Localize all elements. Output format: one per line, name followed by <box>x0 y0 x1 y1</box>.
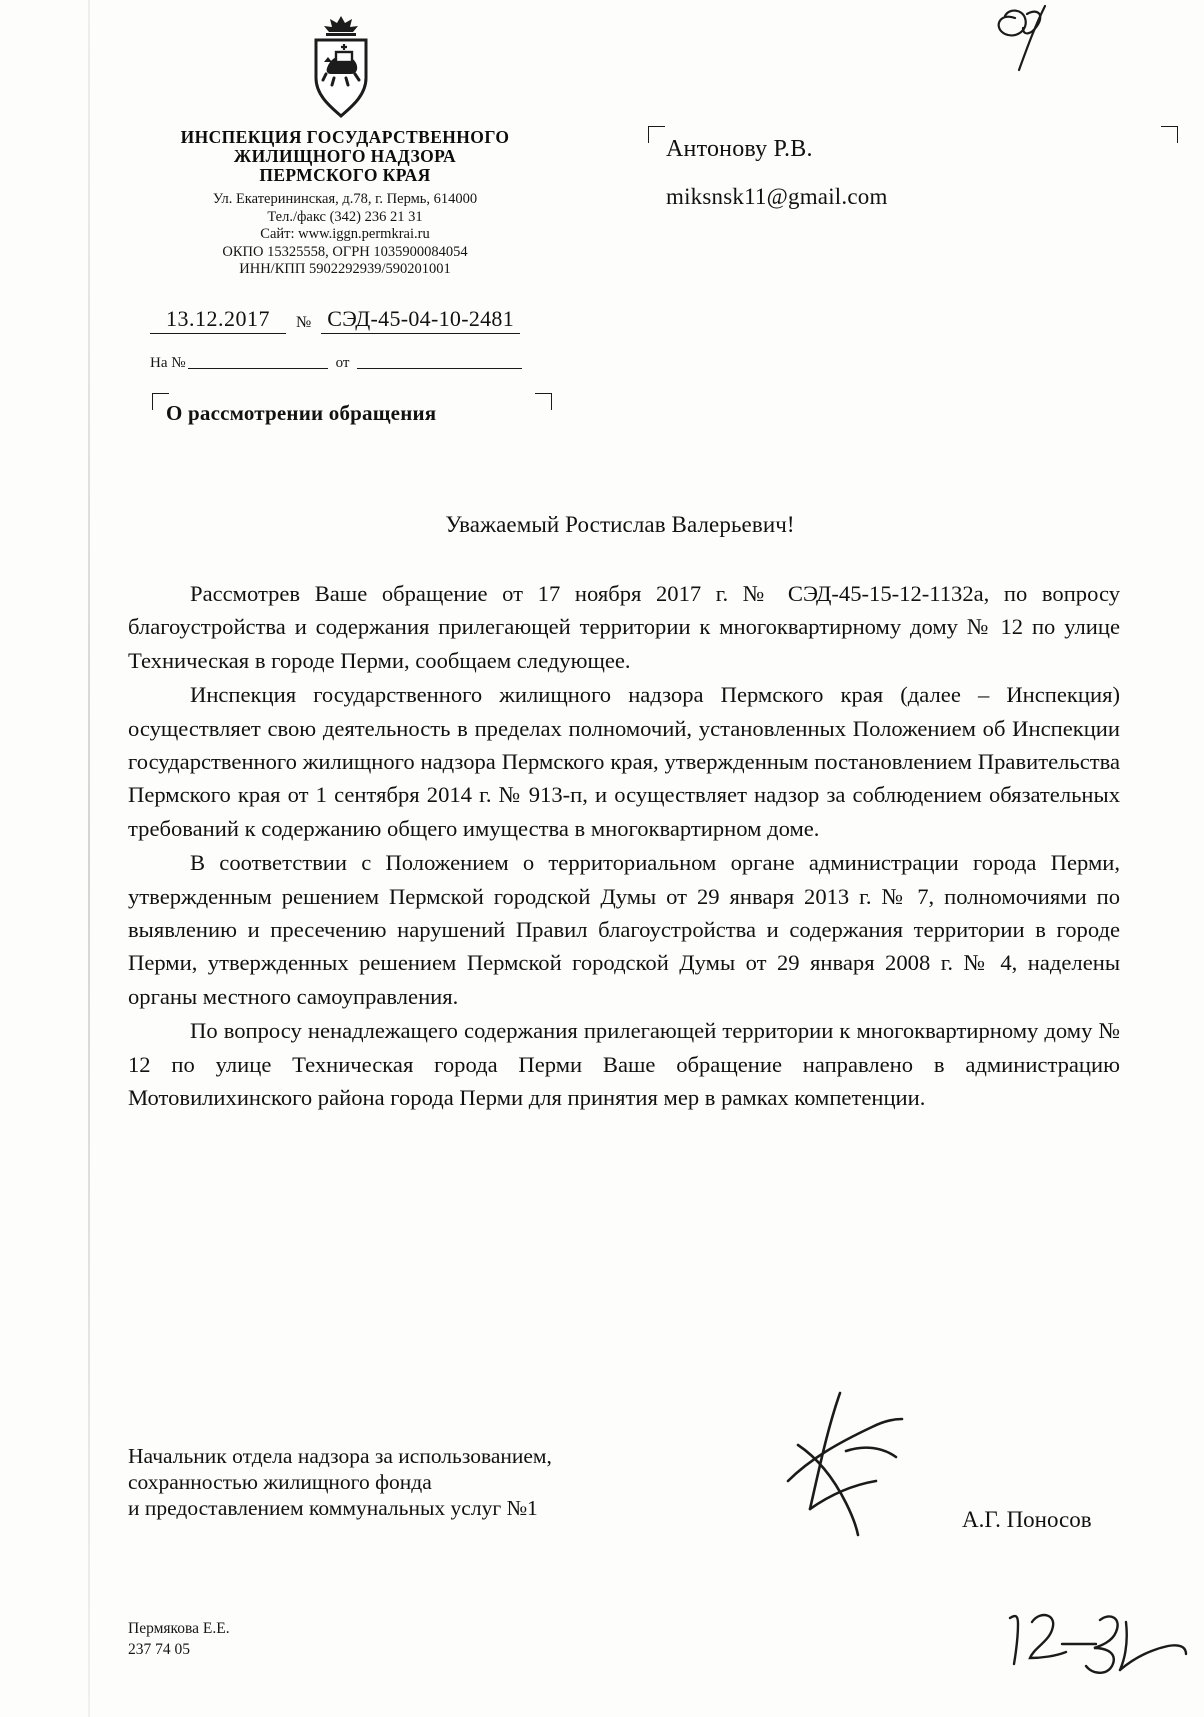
document-number-row <box>150 306 520 334</box>
handwritten-note-bottom-right <box>1000 1600 1190 1690</box>
addressee-block <box>648 126 1178 236</box>
addressee-bracket-right-icon <box>1161 126 1178 143</box>
organization-contacts <box>120 191 570 279</box>
handwritten-signature-icon <box>780 1385 960 1545</box>
signer-position-line-2: сохранностью жилищного фонда <box>128 1470 432 1494</box>
coat-of-arms-icon <box>300 14 382 126</box>
organization-line-3: ПЕРМСКОГО КРАЯ <box>259 165 431 185</box>
website-line: Сайт: www.iggn.permkrai.ru <box>260 226 430 242</box>
signer-name: А.Г. Поносов <box>962 1507 1092 1532</box>
paragraph-3: В соответствии с Положением о территориальном органе администрации города Перми, утвержденным решением Пермской городской Думы от 29 января 2013 г. № 7, полномочиями по выявлению и пресечению нарушений Правил благоустройства и содержания территории в городе Перми, утвержденных решением Пермской городской Думы от 29 января 2008 г. № 4, наделены органы местного самоуправления. <box>128 850 1120 1009</box>
subject-text: О рассмотрении обращения <box>166 401 437 425</box>
address-line: Ул. Екатерининская, д.78, г. Пермь, 614000 <box>212 191 478 207</box>
paragraph-1: Рассмотрев Ваше обращение от 17 ноября 2017 г. № СЭД-45-15-12-1132а, по вопросу благоустройства и содержания прилегающей территории к многоквартирному дому № 12 по улице Техническая в городе Перми, сообщаем следующее. <box>128 581 1120 673</box>
number-symbol: № <box>296 314 312 331</box>
phone-line: Тел./факс (342) 236 21 31 <box>267 208 423 225</box>
inn-kpp-line: ИНН/КПП 5902292939/590201001 <box>239 261 451 277</box>
organization-name <box>120 128 570 185</box>
okpo-ogrn-line: ОКПО 15325558, ОГРН 1035900084054 <box>222 243 468 260</box>
signer-position-line-3: и предоставлением коммунальных услуг №1 <box>128 1496 538 1520</box>
executor-block <box>128 1618 230 1660</box>
from-date-blank <box>357 368 522 369</box>
signer-position-line-1: Начальник отдела надзора за использованием, <box>128 1444 552 1468</box>
executor-name: Пермякова Е.Е. <box>128 1620 230 1637</box>
letter-body <box>128 577 1120 1116</box>
executor-phone: 237 74 05 <box>128 1641 190 1658</box>
on-number-blank <box>188 368 328 369</box>
from-label: от <box>335 355 350 371</box>
addressee-email: miksnsk11@gmail.com <box>666 184 888 209</box>
handwritten-note-top-right <box>985 4 1105 74</box>
reply-reference-row <box>150 355 522 373</box>
subject-block <box>152 393 552 435</box>
greeting-line: Уважаемый Ростислав Валерьевич! <box>445 512 795 537</box>
organization-line-1: ИНСПЕКЦИЯ ГОСУДАРСТВЕННОГО <box>180 127 510 147</box>
on-number-label: На № <box>150 355 186 371</box>
paragraph-2: Инспекция государственного жилищного надзора Пермского края (далее – Инспекция) осуществляет свою деятельность в пределах полномочий, установленных Положением об Инспекции государственного жилищного надзора Пермского края, утвержденным постановлением Правительства Пермского края от 1 сентября 2014 г. № 913-п, и осуществляет надзор за соблюдением обязательных требований к содержанию общего имущества в многоквартирном доме. <box>128 682 1120 841</box>
letterhead <box>120 128 570 279</box>
document-date: 13.12.2017 <box>150 306 286 334</box>
scan-edge <box>88 0 90 1717</box>
bracket-top-right-icon <box>535 393 552 410</box>
addressee-bracket-left-icon <box>648 126 665 143</box>
addressee-name: Антонову Р.В. <box>666 136 813 162</box>
document-number: СЭД-45-04-10-2481 <box>321 306 520 334</box>
paragraph-4: По вопросу ненадлежащего содержания прилегающей территории к многоквартирному дому № 12 по улице Техническая города Перми Ваше обращение направлено в администрацию Мотовилихинского района города Перми для принятия мер в рамках компетенции. <box>128 1018 1120 1111</box>
signer-position <box>128 1443 552 1521</box>
organization-line-2: ЖИЛИЩНОГО НАДЗОРА <box>233 146 457 166</box>
